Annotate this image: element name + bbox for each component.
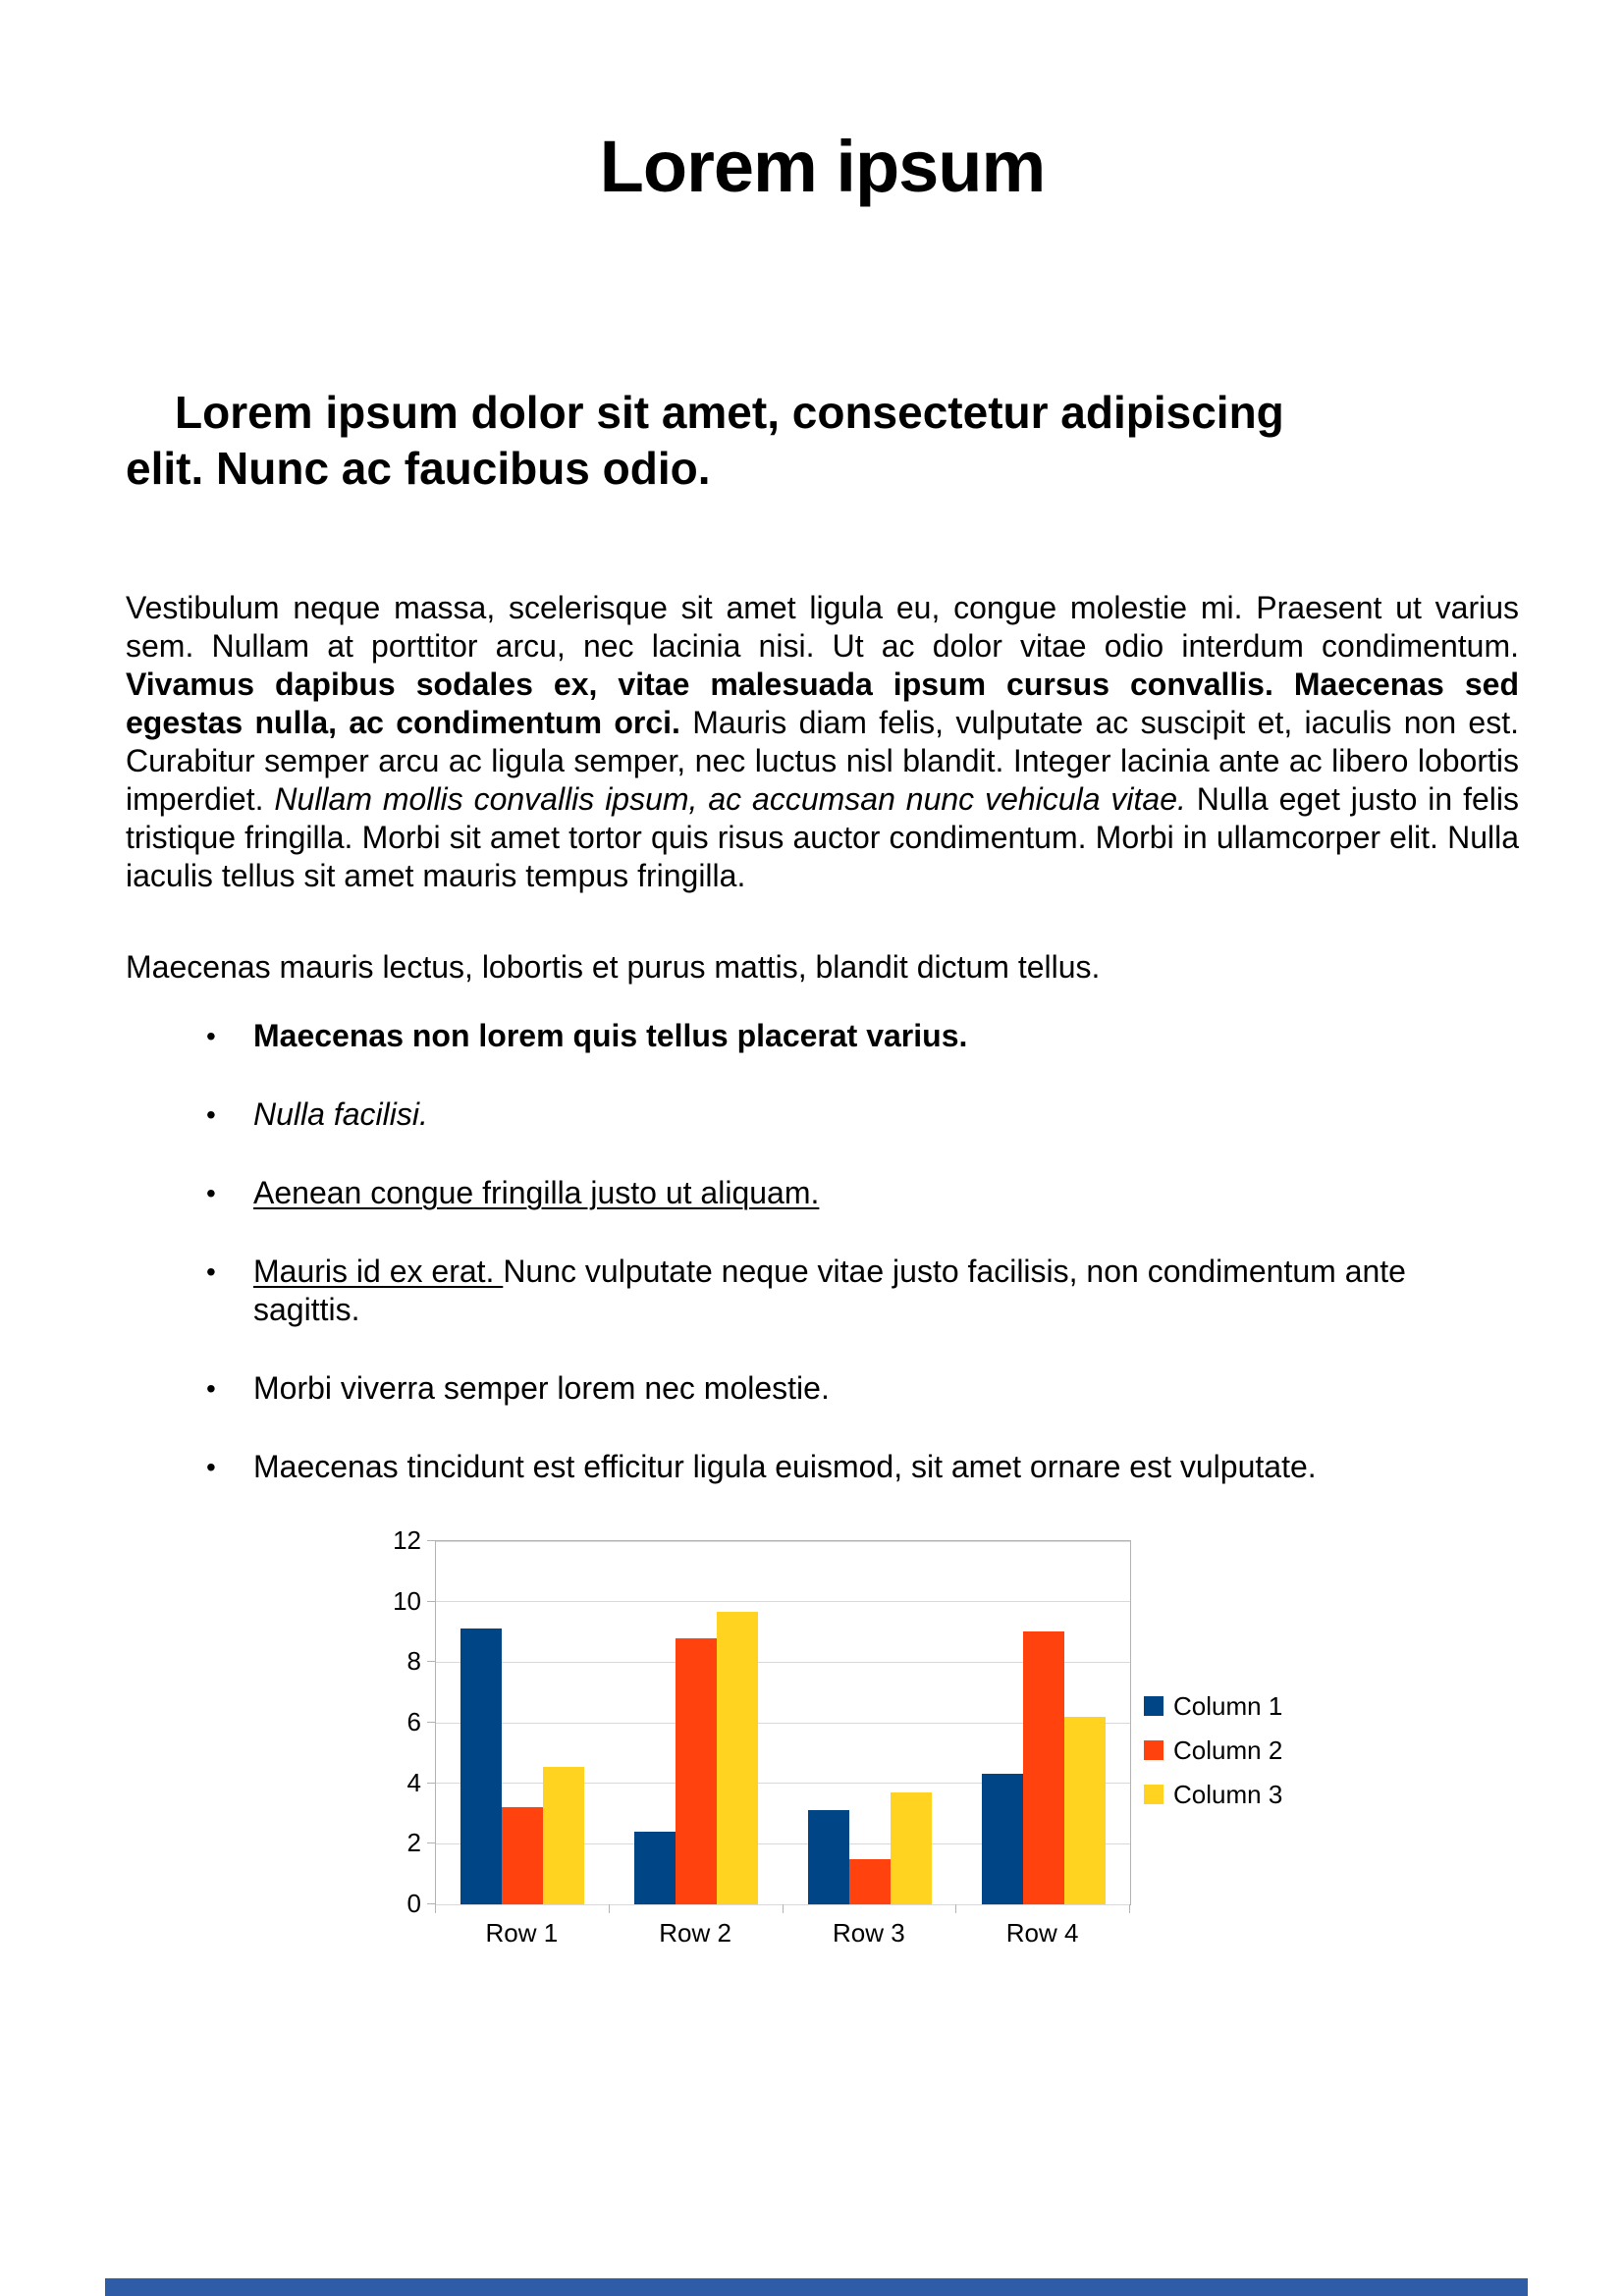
paragraph-1 (126, 589, 1519, 895)
list-item-text (253, 1095, 1519, 1134)
y-tick-mark (427, 1842, 435, 1843)
y-tick-label: 10 (393, 1585, 421, 1616)
legend-item (1144, 1780, 1282, 1809)
x-tick-mark (1129, 1904, 1130, 1913)
list-item-text (253, 1174, 1519, 1212)
y-tick-mark (427, 1601, 435, 1602)
bar-column-2-row-2 (676, 1638, 717, 1904)
legend-label: Column 1 (1173, 1691, 1283, 1721)
legend-label: Column 3 (1173, 1780, 1283, 1809)
text-run: Nunc vulputate neque vitae justo facilisis, non condimentum ante sagittis. (253, 1254, 1406, 1327)
x-tick-mark (955, 1904, 956, 1913)
y-tick-label: 0 (406, 1889, 421, 1918)
bar-column-3-row-3 (891, 1792, 932, 1904)
list-item (206, 1017, 1519, 1055)
list-item-text (253, 1253, 1519, 1329)
gridline (436, 1601, 1130, 1602)
list-item (206, 1253, 1519, 1329)
text-run: Nulla eget justo in felis tristique fringilla. Morbi sit amet tortor quis risus auctor condimentum. Morbi in ullamcorper elit. Nulla iaculis tellus sit amet mauris tempus fringilla. (126, 781, 1520, 893)
text-run: Mauris id ex erat. (253, 1254, 504, 1289)
x-tick-mark (609, 1904, 610, 1913)
text-run: Mauris diam felis, vulputate ac suscipit et, iaculis non est. Curabitur semper arcu ac ligula semper, nec luctus nisl blandit. Integer lacinia ante ac libero lobortis imperdiet. (126, 705, 1520, 817)
y-tick-mark (427, 1722, 435, 1723)
bar-column-3-row-2 (717, 1612, 758, 1904)
legend-item (1144, 1735, 1282, 1765)
legend-swatch-icon (1144, 1696, 1163, 1716)
y-tick-label: 12 (393, 1525, 421, 1555)
document-title: Lorem ipsum (599, 126, 1046, 207)
text-run: Nullam mollis convallis ipsum, ac accumsan nunc vehicula vitae. (274, 781, 1186, 817)
y-tick-mark (427, 1783, 435, 1784)
x-tick-label: Row 4 (1005, 1918, 1079, 1948)
bullet-icon: • (206, 1021, 216, 1051)
bar-chart (376, 1526, 1456, 1998)
text-run: Vestibulum neque massa, scelerisque sit amet ligula eu, congue molestie mi. Praesent ut varius sem. Nullam at porttitor arcu, nec lacinia nisi. Ut ac dolor vitae odio interdum condimentum. (126, 590, 1519, 664)
bullet-icon: • (206, 1373, 216, 1404)
legend-item (1144, 1691, 1282, 1721)
chart-plot-area (435, 1540, 1131, 1905)
text-run: Morbi viverra semper lorem nec molestie. (253, 1370, 830, 1406)
bottom-blue-strip (105, 2278, 1528, 2296)
bullet-list (126, 1017, 1519, 1486)
x-tick-label: Row 3 (833, 1918, 905, 1948)
section-heading (126, 385, 1519, 497)
bullet-icon: • (206, 1452, 216, 1482)
section-heading-line-1: Lorem ipsum dolor sit amet, consectetur adipiscing (175, 387, 1284, 438)
x-tick-mark (435, 1904, 436, 1913)
bar-column-1-row-1 (460, 1629, 502, 1904)
x-tick-label: Row 2 (659, 1918, 731, 1948)
bar-column-2-row-3 (849, 1859, 891, 1904)
text-run: Maecenas tincidunt est efficitur ligula euismod, sit amet ornare est vulputate. (253, 1449, 1317, 1484)
legend-label: Column 2 (1173, 1735, 1283, 1765)
list-item (206, 1095, 1519, 1134)
y-tick-mark (427, 1661, 435, 1662)
bar-column-1-row-2 (634, 1832, 676, 1904)
list-item-text (253, 1369, 1519, 1408)
chart-legend (1144, 1691, 1282, 1824)
section-heading-line-2: elit. Nunc ac faucibus odio. (126, 443, 711, 494)
legend-swatch-icon (1144, 1740, 1163, 1760)
bar-column-2-row-4 (1023, 1631, 1064, 1904)
bar-column-3-row-1 (543, 1767, 584, 1904)
bullet-icon: • (206, 1178, 216, 1208)
x-tick-mark (783, 1904, 784, 1913)
text-run: Nulla facilisi. (253, 1096, 428, 1132)
bar-column-3-row-4 (1064, 1717, 1106, 1904)
list-item (206, 1174, 1519, 1212)
bar-column-1-row-4 (982, 1774, 1023, 1904)
list-item (206, 1369, 1519, 1408)
list-item-text (253, 1448, 1519, 1486)
y-tick-label: 4 (406, 1767, 421, 1797)
y-tick-mark (427, 1903, 435, 1904)
text-run: Vivamus dapibus sodales ex, vitae malesuada ipsum cursus convallis. Maecenas sed egestas nulla, ac condimentum orci. (126, 667, 1519, 740)
y-tick-label: 6 (406, 1707, 421, 1736)
y-tick-label: 2 (406, 1828, 421, 1858)
paragraph-2: Maecenas mauris lectus, lobortis et purus mattis, blandit dictum tellus. (126, 949, 1101, 985)
y-tick-label: 8 (406, 1646, 421, 1677)
gridline (436, 1541, 1130, 1542)
bullet-icon: • (206, 1256, 216, 1287)
x-tick-label: Row 1 (485, 1918, 559, 1948)
text-run: Aenean congue fringilla justo ut aliquam. (253, 1175, 820, 1210)
bullet-icon: • (206, 1099, 216, 1130)
bar-column-2-row-1 (502, 1807, 543, 1904)
list-item (206, 1448, 1519, 1486)
list-item-text (253, 1017, 1519, 1055)
bar-column-1-row-3 (808, 1810, 849, 1904)
legend-swatch-icon (1144, 1785, 1163, 1804)
text-run: Maecenas non lorem quis tellus placerat varius. (253, 1018, 968, 1053)
y-tick-mark (427, 1540, 435, 1541)
